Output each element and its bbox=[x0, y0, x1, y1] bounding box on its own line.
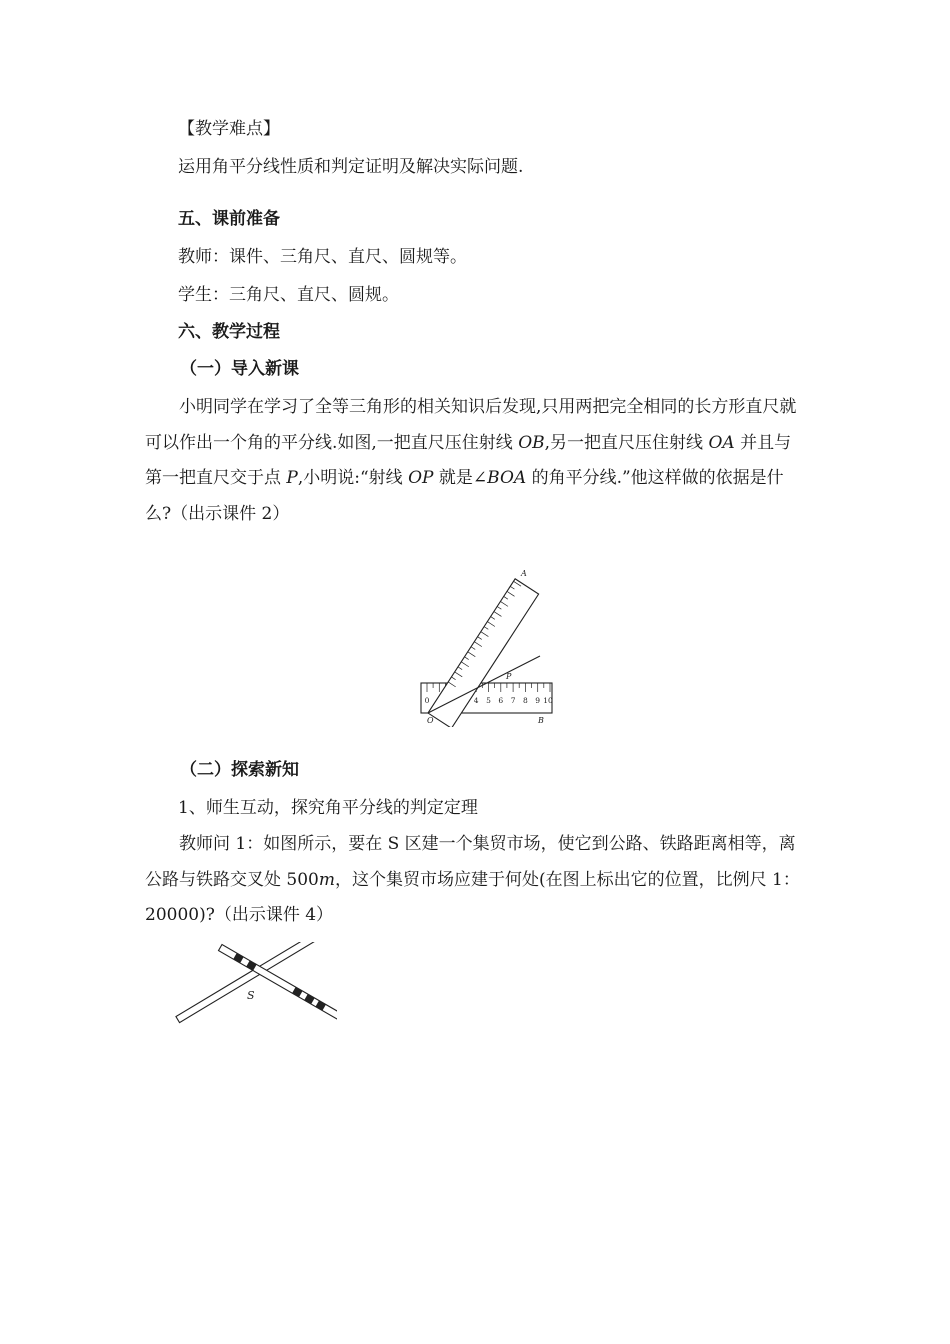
sub1-heading: （一）导入新课 bbox=[180, 359, 299, 379]
ruler-num: 0 bbox=[424, 696, 430, 705]
section6-heading: 六、教学过程 bbox=[178, 322, 280, 342]
teacher-prep: 教师：课件、三角尺、直尺、圆规等。 bbox=[178, 247, 467, 267]
ruler-num: 9 bbox=[535, 696, 541, 705]
q1-text-a: 教师问 1：如图所示，要在 S 区建一个集贸市场，使它到公路、铁路距离相等，离公路与铁路交叉处 500 bbox=[145, 834, 796, 890]
para-text-d: ,小明说:“射线 bbox=[297, 468, 409, 488]
ray-ob: OB bbox=[518, 432, 545, 453]
crossing-figure bbox=[172, 942, 337, 1032]
label-b: B bbox=[538, 716, 544, 725]
label-o: O bbox=[427, 716, 434, 725]
para-text-f: 的角平分线.”他这样做的依据是什么?（出示课件 2） bbox=[145, 468, 784, 524]
label-s: S bbox=[247, 989, 255, 1002]
para-text-e: 就是∠ bbox=[433, 468, 488, 488]
ray-oa: OA bbox=[708, 432, 735, 453]
difficulty-text: 运用角平分线性质和判定证明及解决实际问题. bbox=[178, 157, 524, 177]
ruler-num: 7 bbox=[510, 696, 516, 705]
student-prep: 学生：三角尺、直尺、圆规。 bbox=[178, 285, 399, 305]
ruler-num: 5 bbox=[486, 696, 491, 705]
section5-heading: 五、课前准备 bbox=[178, 209, 280, 229]
para-text-b: ,另一把直尺压住射线 bbox=[544, 432, 709, 453]
para-text-a: 小明同学在学习了全等三角形的相关知识后发现,只用两把完全相同的长方形直尺就可以作出一个角的平分线.如图,一把直尺压住射线 bbox=[145, 397, 797, 453]
sub2-heading: （二）探索新知 bbox=[180, 760, 299, 780]
item1-text: 1、师生互动，探究角平分线的判定定理 bbox=[178, 798, 478, 818]
label-p: P bbox=[506, 672, 512, 681]
ruler-num: 8 bbox=[523, 696, 528, 705]
rulers-figure bbox=[410, 552, 570, 727]
label-a: A bbox=[521, 569, 527, 578]
intro-paragraph bbox=[145, 390, 805, 532]
unit-m: m bbox=[318, 869, 335, 890]
point-p: P bbox=[286, 468, 298, 488]
ruler-num: 6 bbox=[498, 696, 504, 705]
ruler-num: 10 bbox=[543, 696, 553, 705]
ray-op: OP bbox=[408, 468, 434, 488]
angle-boa: BOA bbox=[487, 468, 527, 488]
difficulty-heading: 【教学难点】 bbox=[178, 119, 280, 139]
road-bar bbox=[176, 942, 329, 1023]
question1-paragraph bbox=[145, 827, 805, 934]
ruler-num: 4 bbox=[473, 696, 479, 705]
q1-text-b: ，这个集贸市场应建于何处(在图上标出它的位置，比例尺 1：20000)?（出示课件 4） bbox=[145, 869, 800, 925]
para-text-c: 并且与第一把直尺交于点 bbox=[145, 432, 792, 488]
